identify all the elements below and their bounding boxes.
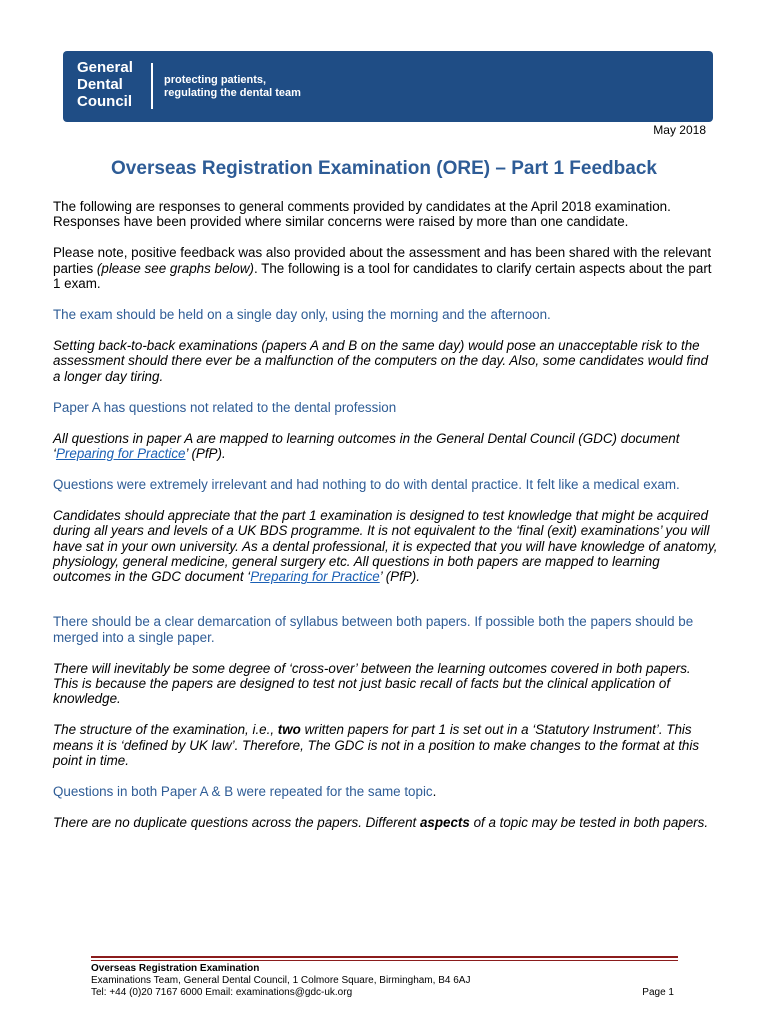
footer-org: Overseas Registration Examination — [91, 963, 260, 974]
logo-line: Council — [77, 93, 132, 110]
page-footer — [91, 963, 678, 999]
preparing-for-practice-link[interactable]: Preparing for Practice — [250, 569, 380, 585]
text-run: ’ (PfP). — [379, 569, 420, 585]
tagline-line: protecting patients, — [164, 74, 267, 86]
text-run: . The following is a tool for candidates to clarify certain aspects about the part 1 exam. — [53, 260, 712, 292]
footer-divider — [91, 956, 678, 958]
page-title: Overseas Registration Examination (ORE) – Part 1 Feedback — [111, 158, 657, 179]
page-number: Page 1 — [642, 987, 674, 998]
gdc-logo — [77, 59, 133, 110]
comment-2: Paper A has questions not related to the dental profession — [53, 399, 397, 415]
comment-1: The exam should be held on a single day only, using the morning and the afternoon. — [53, 307, 551, 323]
document-body — [53, 199, 718, 846]
document-date: May 2018 — [653, 123, 706, 137]
response-2 — [53, 431, 718, 462]
text-run: two — [277, 722, 301, 738]
intro-paragraph: The following are responses to general comments provided by candidates at the April 2018 examination. Responses have been provided where similar concerns were raised by more than one candidate. — [53, 199, 671, 230]
preparing-for-practice-link[interactable]: Preparing for Practice — [55, 445, 186, 461]
tagline — [164, 74, 301, 100]
header-banner — [63, 51, 713, 122]
response-4b — [53, 722, 718, 768]
footer-address: Examinations Team, General Dental Council, 1 Colmore Square, Birmingham, B4 6AJ — [91, 975, 471, 986]
intro-paragraph-2 — [53, 245, 718, 291]
footer-contact: Tel: +44 (0)20 7167 6000 Email: examinations@gdc-uk.org — [91, 987, 353, 998]
text-run: Questions in both Paper A & B were repeated for the same topic — [53, 784, 433, 800]
text-run: There are no duplicate questions across the papers. Different — [53, 814, 420, 830]
response-1: Setting back-to-back examinations (papers A and B on the same day) would pose an unacceptable risk to the assessment should there ever be a malfunction of the computers on the day. Also, some candidates would find a longer day tiring. — [53, 337, 709, 384]
text-run: (please see graphs below) — [96, 260, 254, 276]
response-5 — [53, 815, 718, 830]
text-run: of a topic may be tested in both papers. — [469, 814, 709, 830]
text-run: . — [432, 784, 437, 800]
text-run: Please note, positive feedback was also provided about the assessment and has been shared with the relevant parties — [53, 245, 712, 276]
logo-line: Dental — [77, 76, 123, 93]
logo-line: General — [77, 59, 133, 76]
logo-divider — [151, 63, 153, 109]
response-4a: There will inevitably be some degree of ‘cross-over’ between the learning outcomes covered in both papers. This is because the papers are designed to test not just basic recall of facts but the clinical application of knowledge. — [53, 660, 691, 707]
comment-3: Questions were extremely irrelevant and had nothing to do with dental practice. It felt like a medical exam. — [53, 476, 680, 492]
tagline-line: regulating the dental team — [164, 87, 301, 99]
text-run: The structure of the examination, i.e., — [53, 722, 278, 738]
text-run: All questions in paper A are mapped to learning outcomes in the General Dental Council (GDC) document ‘ — [53, 430, 680, 461]
comment-4: There should be a clear demarcation of syllabus between both papers. If possible both the papers should be merged into a single paper. — [53, 614, 694, 645]
comment-5 — [53, 784, 718, 799]
footer-divider — [91, 960, 678, 961]
text-run: ’ (PfP). — [185, 445, 226, 461]
spacer — [53, 600, 718, 614]
text-run: aspects — [419, 814, 470, 830]
response-3 — [53, 508, 718, 585]
text-run: Candidates should appreciate that the part 1 examination is designed to test knowledge that might be acquired during all years and levels of a UK BDS programme. It is not equivalent to the ‘final (exit) examinations’ you will have sat in your own university. As a dental professional, it is expected that you will have knowledge of anatomy, physiology, general medicine, general surgery etc. All questions in both papers are mapped to learning outcomes in the GDC document ‘ — [53, 507, 718, 585]
text-run: written papers for part 1 is set out in a ‘Statutory Instrument’. This means it is ‘defined by UK law’. Therefore, The GDC is not in a position to make changes to the format at this point in time. — [53, 722, 700, 769]
